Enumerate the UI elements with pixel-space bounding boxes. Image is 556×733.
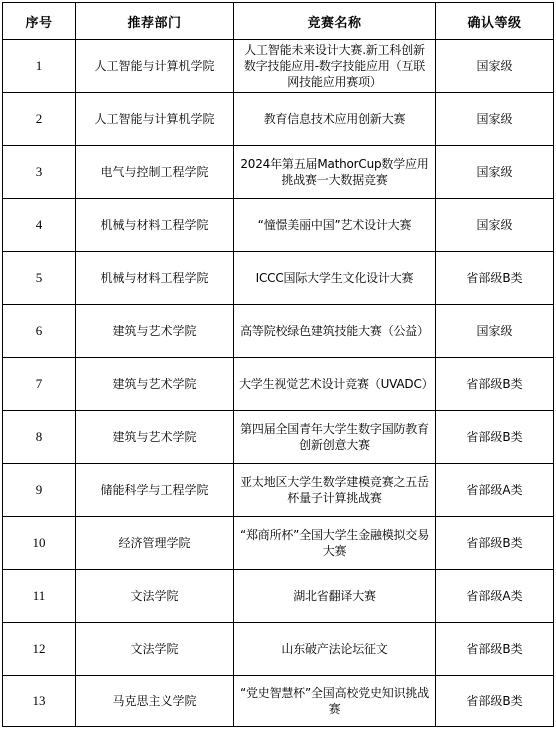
row-level: 省部级B类 (436, 623, 554, 676)
header-competition-name: 竞赛名称 (234, 3, 436, 40)
table-row (3, 570, 554, 623)
row-level: 省部级B类 (436, 411, 554, 464)
header-confirmed-level: 确认等级 (436, 3, 554, 40)
row-serial-number: 13 (3, 676, 76, 727)
row-level: 国家级 (436, 93, 554, 146)
competition-table (2, 2, 554, 727)
row-level: 省部级A类 (436, 570, 554, 623)
row-department: 储能科学与工程学院 (76, 464, 234, 517)
row-serial-number: 10 (3, 517, 76, 570)
row-department: 机械与材料工程学院 (76, 199, 234, 252)
row-competition-name: ICCC国际大学生文化设计大赛 (234, 252, 436, 305)
row-level: 国家级 (436, 305, 554, 358)
row-level: 国家级 (436, 146, 554, 199)
row-level: 省部级B类 (436, 252, 554, 305)
table-row (3, 40, 554, 93)
row-level: 省部级A类 (436, 464, 554, 517)
row-serial-number: 1 (3, 40, 76, 93)
row-department: 机械与材料工程学院 (76, 252, 234, 305)
row-department: 人工智能与计算机学院 (76, 40, 234, 93)
table-row (3, 676, 554, 727)
row-department: 文法学院 (76, 570, 234, 623)
row-competition-name: 教育信息技术应用创新大赛 (234, 93, 436, 146)
table-row (3, 517, 554, 570)
row-competition-name: 大学生视觉艺术设计竞赛（UVADC） (234, 358, 436, 411)
row-department: 经济管理学院 (76, 517, 234, 570)
table-row (3, 358, 554, 411)
row-serial-number: 12 (3, 623, 76, 676)
table-row (3, 464, 554, 517)
row-serial-number: 8 (3, 411, 76, 464)
row-level: 省部级B类 (436, 676, 554, 727)
row-serial-number: 2 (3, 93, 76, 146)
row-department: 建筑与艺术学院 (76, 358, 234, 411)
row-competition-name: 第四届全国青年大学生数字国防教育创新创意大赛 (234, 411, 436, 464)
header-serial-number: 序号 (3, 3, 76, 40)
row-level: 省部级B类 (436, 517, 554, 570)
row-department: 人工智能与计算机学院 (76, 93, 234, 146)
table-row (3, 146, 554, 199)
row-department: 文法学院 (76, 623, 234, 676)
table-row (3, 93, 554, 146)
table-header-row (3, 3, 554, 40)
row-department: 马克思主义学院 (76, 676, 234, 727)
row-serial-number: 7 (3, 358, 76, 411)
row-department: 建筑与艺术学院 (76, 305, 234, 358)
row-level: 国家级 (436, 199, 554, 252)
row-serial-number: 5 (3, 252, 76, 305)
row-serial-number: 3 (3, 146, 76, 199)
row-competition-name: 高等院校绿色建筑技能大赛（公益） (234, 305, 436, 358)
row-serial-number: 4 (3, 199, 76, 252)
table-row (3, 623, 554, 676)
row-competition-name: 山东破产法论坛征文 (234, 623, 436, 676)
table-row (3, 199, 554, 252)
row-competition-name: “党史智慧杯”全国高校党史知识挑战赛 (234, 676, 436, 727)
row-competition-name: “憧憬美丽中国”艺术设计大赛 (234, 199, 436, 252)
row-competition-name: 亚太地区大学生数学建模竞赛之五岳杯量子计算挑战赛 (234, 464, 436, 517)
row-department: 电气与控制工程学院 (76, 146, 234, 199)
header-recommending-department: 推荐部门 (76, 3, 234, 40)
row-competition-name: 2024年第五届MathorCup数学应用挑战赛一大数据竞赛 (234, 146, 436, 199)
table-row (3, 252, 554, 305)
competition-table-container (2, 2, 554, 727)
row-department: 建筑与艺术学院 (76, 411, 234, 464)
table-row (3, 305, 554, 358)
row-competition-name: 人工智能未来设计大赛.新工科创新数字技能应用-数字技能应用（互联网技能应用赛项） (234, 40, 436, 93)
row-competition-name: “郑商所杯”全国大学生金融模拟交易 大赛 (234, 517, 436, 570)
row-serial-number: 6 (3, 305, 76, 358)
row-level: 国家级 (436, 40, 554, 93)
row-level: 省部级B类 (436, 358, 554, 411)
row-serial-number: 11 (3, 570, 76, 623)
row-competition-name: 湖北省翻译大赛 (234, 570, 436, 623)
row-serial-number: 9 (3, 464, 76, 517)
table-row (3, 411, 554, 464)
